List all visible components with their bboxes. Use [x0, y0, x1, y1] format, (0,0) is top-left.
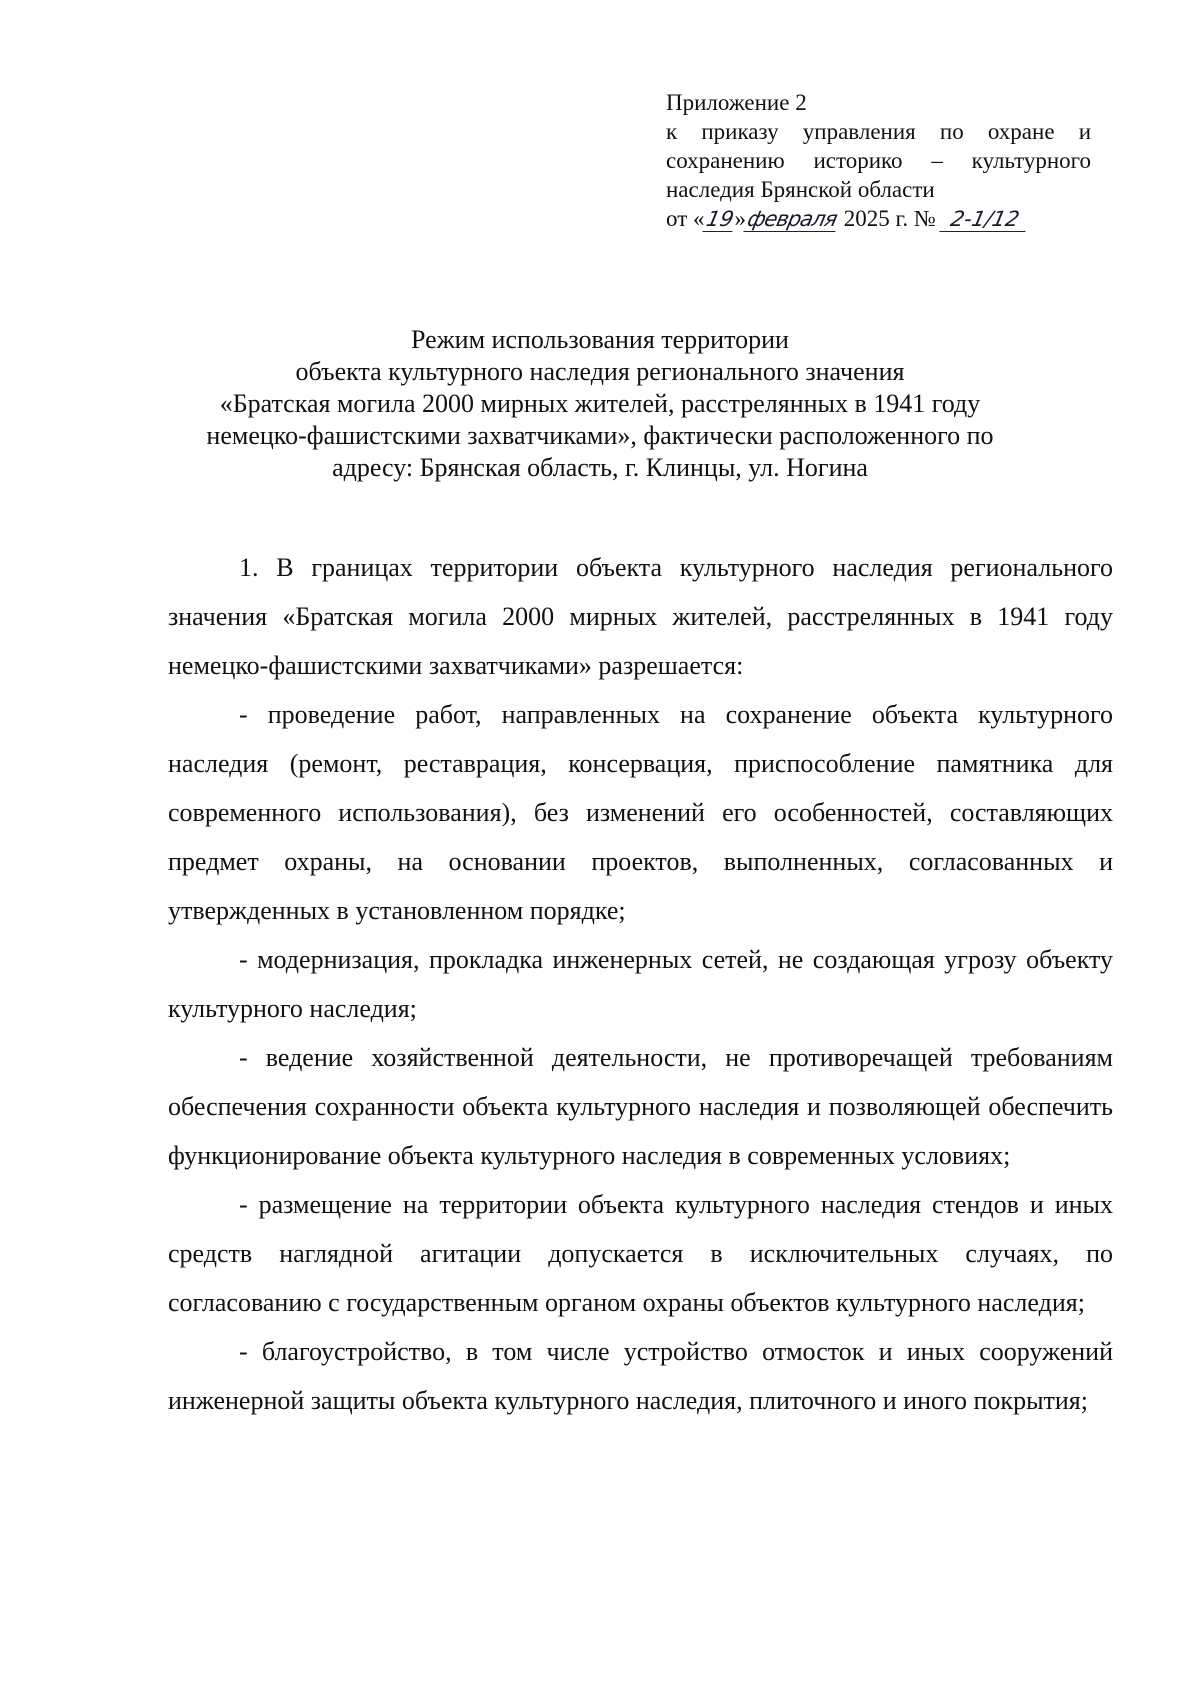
- handwritten-month: февраля: [745, 207, 839, 231]
- date-year: 2025 г. №: [843, 206, 936, 231]
- title-line-3: «Братская могила 2000 мирных жителей, расстрелянных в 1941 году: [219, 389, 981, 418]
- appendix-title: Приложение 2: [666, 90, 807, 115]
- appendix-line-2: сохранению историко – культурного: [666, 148, 1091, 173]
- paragraph-1: 1. В границах территории объекта культурного наследия регионального значения «Братская могила 2000 мирных жителей, расстрелянных в 1941 году немецко-фашистскими захватчиками» разрешается:: [168, 553, 1113, 680]
- paragraph-6: - благоустройство, в том числе устройство отмосток и иных сооружений инженерной защиты объекта культурного наследия, плиточного и иного покрытия;: [168, 1337, 1113, 1415]
- handwritten-day: 19: [703, 207, 736, 231]
- date-prefix: от «: [666, 206, 705, 231]
- title-line-5: адресу: Брянская область, г. Клинцы, ул. Ногина: [332, 453, 868, 482]
- document-body: [168, 543, 1113, 1425]
- appendix-date-line: [666, 204, 1091, 233]
- title-line-2: объекта культурного наследия регионального значения: [295, 357, 905, 386]
- appendix-block: [666, 88, 1091, 233]
- appendix-line-1: к приказу управления по охране и: [666, 119, 1091, 144]
- handwritten-order-number: 2-1/12: [939, 207, 1030, 232]
- paragraph-5: - размещение на территории объекта культурного наследия стендов и иных средств наглядной агитации допускается в исключительных случаях, по согласованию с государственным органом охраны объектов культурного наследия;: [168, 1190, 1113, 1317]
- title-line-1: Режим использования территории: [411, 325, 789, 354]
- appendix-line-3: наследия Брянской области: [666, 177, 935, 202]
- date-mid: »: [734, 206, 746, 231]
- paragraph-4: - ведение хозяйственной деятельности, не противоречащей требованиям обеспечения сохранности объекта культурного наследия и позволяющей обеспечить функционирование объекта культурного наследия в современных условиях;: [168, 1043, 1113, 1170]
- paragraph-2: - проведение работ, направленных на сохранение объекта культурного наследия (ремонт, реставрация, консервация, приспособление памятника для современного использования), без изменений его особенностей, составляющих предмет охраны, на основании проектов, выполненных, согласованных и утвержденных в установленном порядке;: [168, 700, 1113, 925]
- document-title: [150, 324, 1050, 484]
- paragraph-3: - модернизация, прокладка инженерных сетей, не создающая угрозу объекту культурного наследия;: [168, 945, 1113, 1023]
- title-line-4: немецко-фашистскими захватчиками», фактически расположенного по: [206, 421, 994, 450]
